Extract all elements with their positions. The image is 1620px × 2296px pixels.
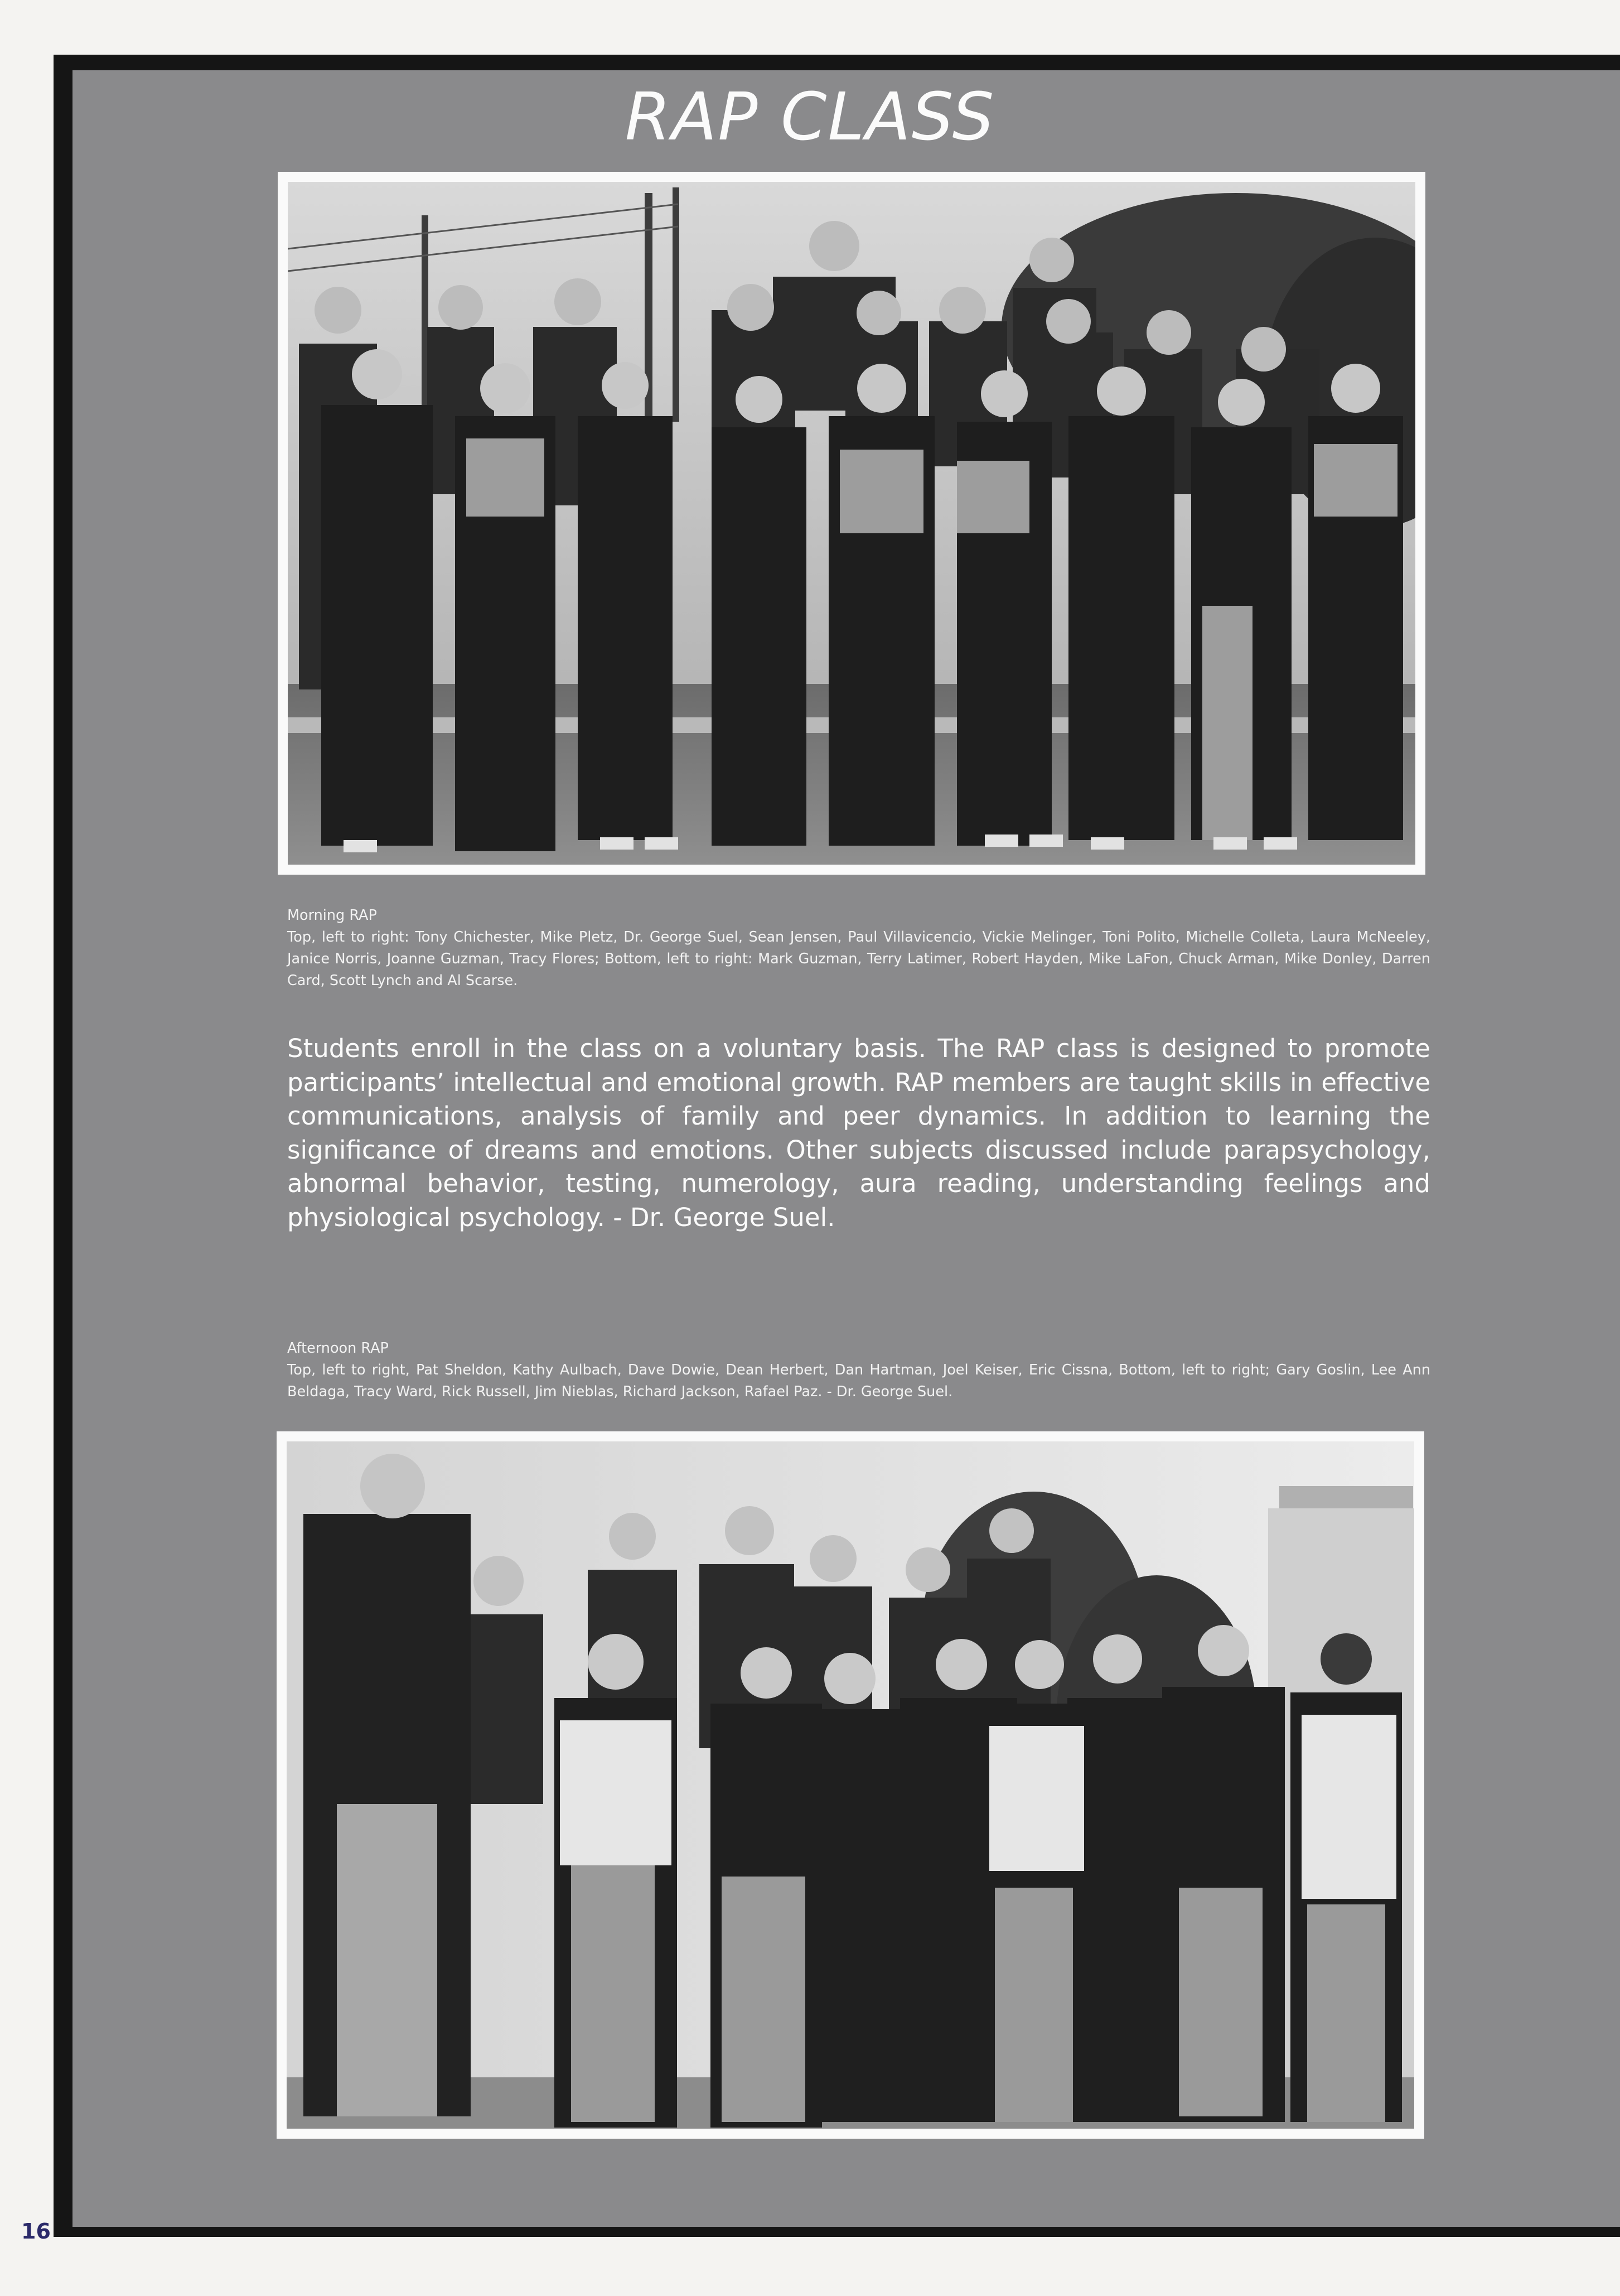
morning-photo-illustration (288, 182, 1415, 865)
morning-caption-names: Top, left to right: Tony Chichester, Mike Pletz, Dr. George Suel, Sean Jensen, Paul Villavicencio, Vickie Melinger, Toni Polito, Michelle Colleta, Laura McNeeley, Janice Norris, Joanne Guzman, Tracy Flores; Bottom, left to right: Mark Guzman, Terry Latimer, Robert Hayden, Mike LaFon, Chuck Arman, Mike Donley, Darren Card, Scott Lynch and Al Scarse. (287, 929, 1430, 989)
morning-caption-heading: Morning RAP (287, 907, 377, 924)
afternoon-caption-heading: Afternoon RAP (287, 1340, 389, 1357)
afternoon-group-photo (277, 1431, 1424, 2139)
morning-photo-image (288, 182, 1415, 865)
afternoon-caption-names: Top, left to right, Pat Sheldon, Kathy Aulbach, Dave Dowie, Dean Herbert, Dan Hartman, Joel Keiser, Eric Cissna, Bottom, left to right; Gary Goslin, Lee Ann Beldaga, Tracy Ward, Rick Russell, Jim Nieblas, Richard Jackson, Rafael Paz. - Dr. George Suel. (287, 1362, 1430, 1400)
page-title: RAP CLASS (625, 78, 995, 155)
article-body: Students enroll in the class on a voluntary basis. The RAP class is designed to promote participants’ intellectual and emotional growth. RAP members are taught skills in effective communications, analysis of family and peer dynamics. In addition to learning the significance of dreams and emotions. Other subjects discussed include parapsychology, abnormal behavior, testing, numerology, aura reading, understanding feelings and physiological psychology. - Dr. George Suel. (287, 1034, 1430, 1232)
page-number: 16 (21, 2219, 51, 2244)
morning-caption (287, 905, 1430, 992)
morning-group-photo (278, 172, 1425, 875)
afternoon-caption (287, 1338, 1430, 1403)
afternoon-photo-illustration (287, 1441, 1414, 2129)
afternoon-photo-image (287, 1441, 1414, 2129)
